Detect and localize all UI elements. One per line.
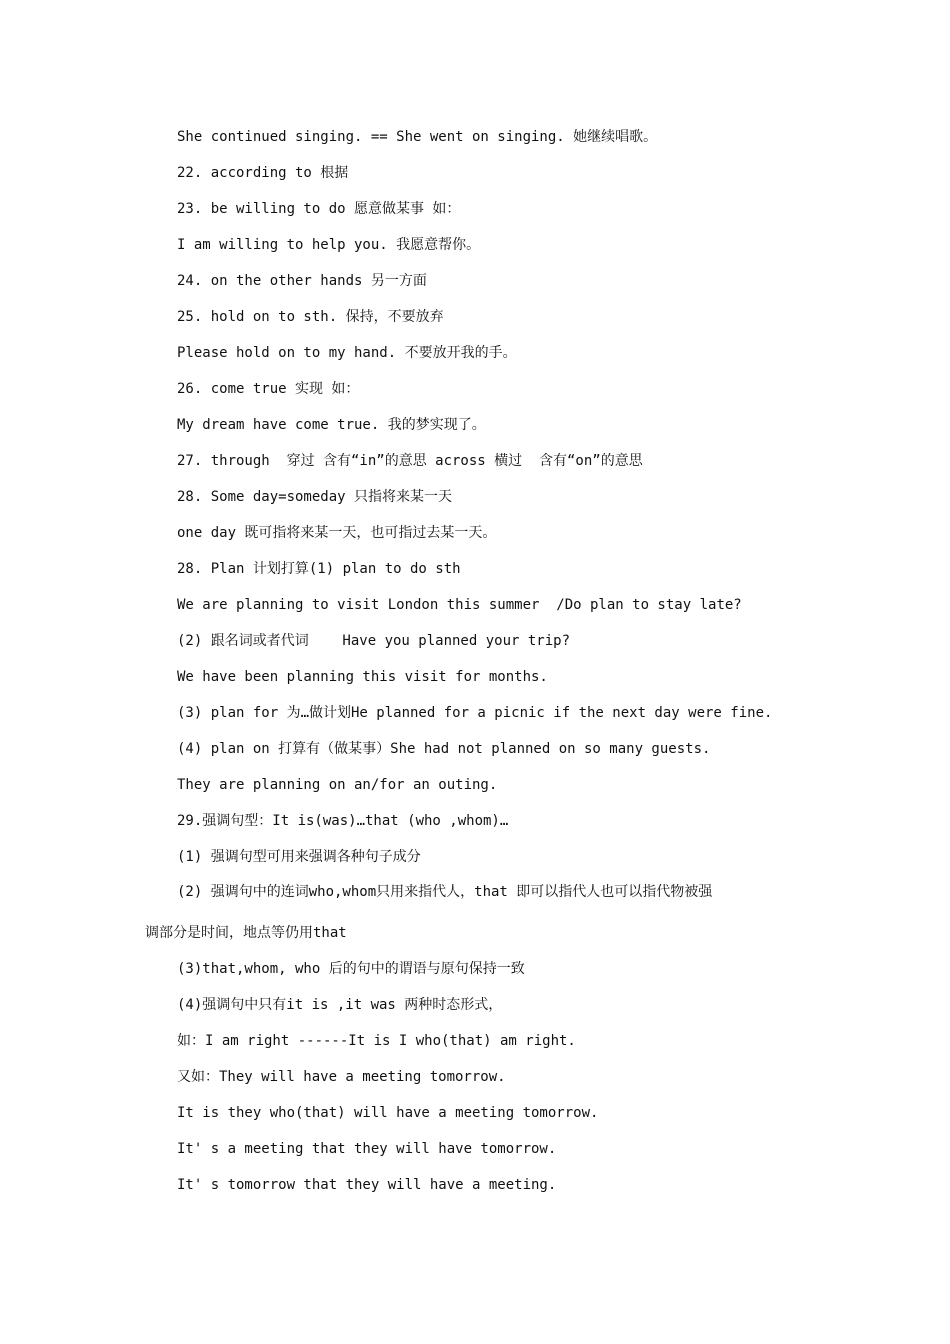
text-line: (4)强调句中只有it is ,it was 两种时态形式， (177, 997, 503, 1013)
text-line: 26. come true 实现 如： (177, 381, 360, 397)
text-line: (4) plan on 打算有（做某事）She had not planned on so many guests. (177, 741, 711, 757)
text-line: 28. Plan 计划打算(1) plan to do sth (177, 561, 461, 577)
text-line: (1) 强调句型可用来强调各种句子成分 (177, 849, 421, 865)
text-line: (2) 跟名词或者代词 Have you planned your trip? (177, 633, 571, 649)
text-line: 如：I am right ------It is I who(that) am right. (177, 1033, 576, 1049)
text-line: It' s a meeting that they will have tomorrow. (177, 1141, 557, 1157)
text-line: 调部分是时间，地点等仍用that (145, 925, 347, 941)
text-line: They are planning on an/for an outing. (177, 777, 498, 793)
text-line: My dream have come true. 我的梦实现了。 (177, 417, 486, 433)
text-line: I am willing to help you. 我愿意帮你。 (177, 237, 481, 253)
text-line: It is they who(that) will have a meeting tomorrow. (177, 1105, 599, 1121)
text-line: We are planning to visit London this summer /Do plan to stay late? (177, 597, 742, 613)
text-line: (3) plan for 为…做计划He planned for a picnic if the next day were fine. (177, 705, 773, 721)
text-line: 28. Some day=someday 只指将来某一天 (177, 489, 453, 505)
text-line: Please hold on to my hand. 不要放开我的手。 (177, 345, 517, 361)
text-line: (2) 强调句中的连词who,whom只用来指代人，that 即可以指代人也可以指代物被强 (177, 884, 713, 900)
text-line: We have been planning this visit for months. (177, 669, 548, 685)
text-line: She continued singing. == She went on singing. 她继续唱歌。 (177, 129, 658, 145)
text-line: 又如：They will have a meeting tomorrow. (177, 1069, 506, 1085)
text-line: 22. according to 根据 (177, 165, 349, 181)
text-line: 27. through 穿过 含有“in”的意思 across 横过 含有“on”的意思 (177, 453, 643, 469)
text-line: It' s tomorrow that they will have a meeting. (177, 1177, 557, 1193)
text-line: 24. on the other hands 另一方面 (177, 273, 427, 289)
text-line: (3)that,whom, who 后的句中的谓语与原句保持一致 (177, 961, 525, 977)
text-line: 29.强调句型：It is(was)…that (who ,whom)… (177, 813, 509, 829)
text-line: 25. hold on to sth. 保持，不要放弃 (177, 309, 444, 325)
text-line: one day 既可指将来某一天，也可指过去某一天。 (177, 525, 497, 541)
text-line: 23. be willing to do 愿意做某事 如： (177, 201, 461, 217)
